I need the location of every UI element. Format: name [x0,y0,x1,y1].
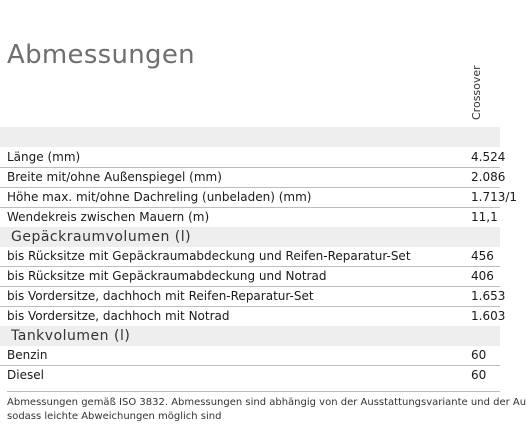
page-title: Abmessungen [7,40,195,70]
section-title: Tankvolumen (l) [11,328,131,344]
row-value: 1.653 [471,289,506,303]
row-value: 1.603 [471,309,506,323]
table-row [0,307,506,326]
row-value: 406 [471,269,494,283]
row-label: Länge (mm) [7,150,81,164]
column-header-label: Crossover [470,65,483,120]
table-header-band [0,127,500,147]
footnote-line: sodass leichte Abweichungen möglich sind [7,411,222,422]
row-label: bis Vordersitze, dachhoch mit Notrad [7,309,230,323]
row-value: 60 [471,368,487,382]
row-value: 4.524 [471,150,506,164]
row-label: bis Rücksitze mit Gepäckraumabdeckung und Reifen-Reparatur-Set [7,249,411,263]
table-row [0,208,500,227]
row-label: Benzin [7,348,48,362]
table-row [0,366,500,385]
footnote-line: Abmessungen gemäß ISO 3832. Abmessungen sind abhängig von der Ausstattungsvariante und der Au [7,397,526,408]
table-row [0,168,506,188]
section-title: Gepäckraumvolumen (l) [11,229,192,245]
row-label: bis Rücksitze mit Gepäckraumabdeckung und Notrad [7,269,327,283]
row-label: Wendekreis zwischen Mauern (m) [7,210,210,224]
table-row [0,247,500,267]
table-row [0,287,506,307]
row-label: bis Vordersitze, dachhoch mit Reifen-Reparatur-Set [7,289,314,303]
row-label: Diesel [7,368,44,382]
row-value: 11,1 [471,210,498,224]
section-header-luggage [0,227,500,247]
row-label: Breite mit/ohne Außenspiegel (mm) [7,170,222,184]
specs-table [0,127,518,385]
table-row [0,148,506,168]
table-row [0,188,518,208]
table-row [0,346,500,366]
table-row [0,267,500,287]
section-header-tank [0,326,500,346]
footnote [7,391,526,436]
column-header [470,65,484,121]
row-value: 1.713/1 [471,190,518,204]
row-value: 60 [471,348,487,362]
row-label: Höhe max. mit/ohne Dachreling (unbeladen) (mm) [7,190,312,204]
row-value: 456 [471,249,494,263]
row-value: 2.086 [471,170,506,184]
